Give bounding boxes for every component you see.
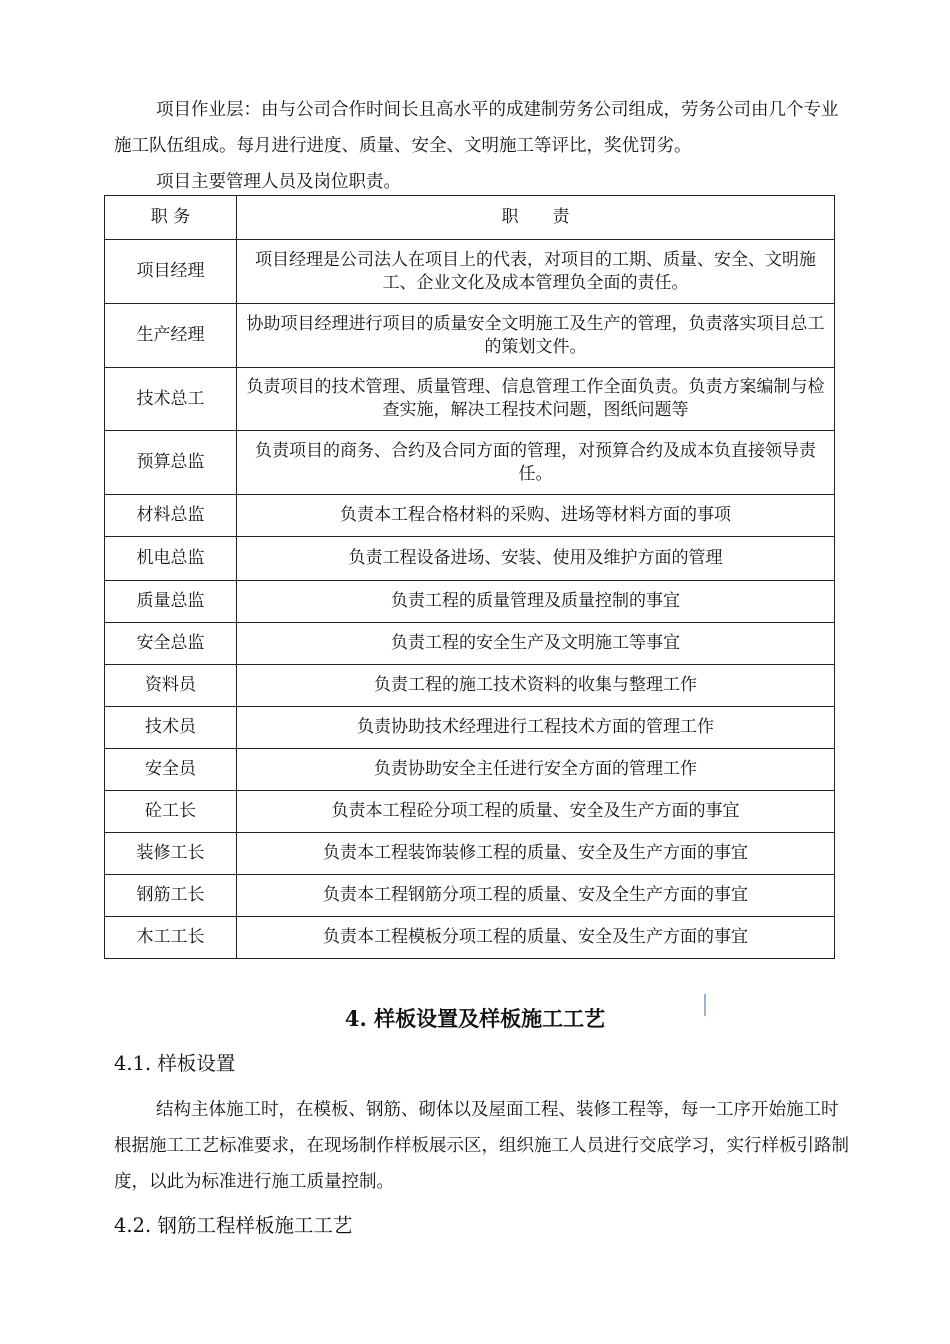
role-cell: 技术员 [105, 707, 237, 749]
duty-cell: 负责本工程砼分项工程的质量、安全及生产方面的事宜 [237, 791, 835, 833]
table-caption: 项目主要管理人员及岗位职责。 [156, 172, 401, 192]
role-cell: 技术总工 [105, 368, 237, 431]
role-cell: 质量总监 [105, 581, 237, 623]
duty-cell: 项目经理是公司法人在项目上的代表，对项目的工期、质量、安全、文明施工、企业文化及成本管理负全面的责任。 [237, 240, 835, 304]
duty-cell: 负责工程的安全生产及文明施工等事宜 [237, 623, 835, 665]
table-row [105, 623, 835, 665]
header-role: 职 务 [105, 196, 237, 240]
duty-cell: 协助项目经理进行项目的质量安全文明施工及生产的管理，负责落实项目总工的策划文件。 [237, 304, 835, 368]
duty-cell: 负责项目的技术管理、质量管理、信息管理工作全面负责。负责方案编制与检查实施，解决工程技术问题，图纸问题等 [237, 368, 835, 431]
table-row [105, 240, 835, 304]
role-cell: 安全总监 [105, 623, 237, 665]
table-row [105, 917, 835, 959]
duty-cell: 负责本工程装饰装修工程的质量、安全及生产方面的事宜 [237, 833, 835, 875]
table-row [105, 791, 835, 833]
duty-cell: 负责协助安全主任进行安全方面的管理工作 [237, 749, 835, 791]
role-cell: 装修工长 [105, 833, 237, 875]
table-row [105, 495, 835, 537]
table-row [105, 833, 835, 875]
duty-cell: 负责工程的施工技术资料的收集与整理工作 [237, 665, 835, 707]
section-4-1-paragraph: 结构主体施工时，在模板、钢筋、砌体以及屋面工程、装修工程等，每一工序开始施工时根据施工工艺标准要求，在现场制作样板展示区，组织施工人员进行交底学习，实行样板引路制度，以此为标准进行施工质量控制。 [114, 1100, 849, 1192]
duty-cell: 负责本工程合格材料的采购、进场等材料方面的事项 [237, 495, 835, 537]
duty-cell: 负责工程的质量管理及质量控制的事宜 [237, 581, 835, 623]
role-cell: 砼工长 [105, 791, 237, 833]
duty-cell: 负责项目的商务、合约及合同方面的管理，对预算合约及成本负直接领导责任。 [237, 431, 835, 495]
section-4-title: 4. 样板设置及样板施工工艺 [344, 1006, 606, 1031]
table-row [105, 537, 835, 581]
section-4-1-title: 4.1. 样板设置 [114, 1052, 236, 1075]
role-cell: 安全员 [105, 749, 237, 791]
role-cell: 钢筋工长 [105, 875, 237, 917]
role-cell: 生产经理 [105, 304, 237, 368]
duty-cell: 负责本工程钢筋分项工程的质量、安及全生产方面的事宜 [237, 875, 835, 917]
table-row [105, 368, 835, 431]
duties-table [104, 195, 835, 959]
section-4-2-title: 4.2. 钢筋工程样板施工工艺 [114, 1214, 353, 1237]
role-cell: 项目经理 [105, 240, 237, 304]
role-cell: 资料员 [105, 665, 237, 707]
role-cell: 机电总监 [105, 537, 237, 581]
intro-paragraph: 项目作业层：由与公司合作时间长且高水平的成建制劳务公司组成，劳务公司由几个专业施工队伍组成。每月进行进度、质量、安全、文明施工等评比，奖优罚劣。 [114, 100, 839, 156]
table-row [105, 665, 835, 707]
duty-cell: 负责工程设备进场、安装、使用及维护方面的管理 [237, 537, 835, 581]
table-row [105, 581, 835, 623]
table-row [105, 749, 835, 791]
role-cell: 材料总监 [105, 495, 237, 537]
header-duty: 职 责 [237, 196, 835, 240]
text-cursor [704, 994, 706, 1016]
duty-cell: 负责本工程模板分项工程的质量、安全及生产方面的事宜 [237, 917, 835, 959]
table-row [105, 304, 835, 368]
table-row [105, 707, 835, 749]
role-cell: 木工工长 [105, 917, 237, 959]
table-header-row [105, 196, 835, 240]
table-row [105, 875, 835, 917]
table-row [105, 431, 835, 495]
role-cell: 预算总监 [105, 431, 237, 495]
duty-cell: 负责协助技术经理进行工程技术方面的管理工作 [237, 707, 835, 749]
